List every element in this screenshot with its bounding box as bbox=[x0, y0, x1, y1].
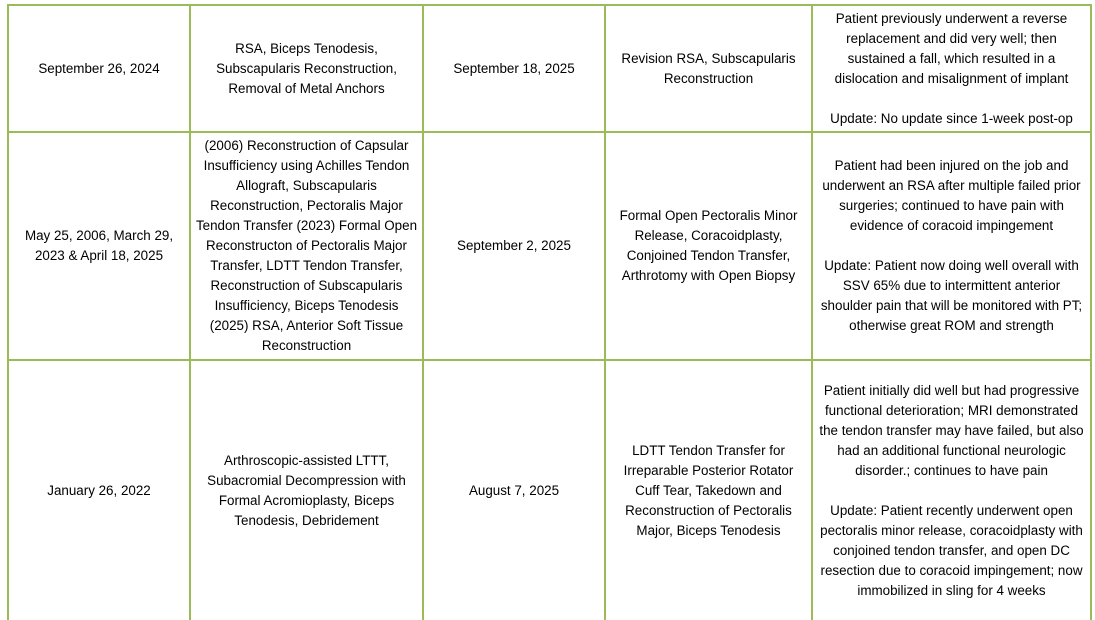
notes-cell bbox=[812, 360, 1091, 620]
prior-surgery-date-cell: September 26, 2024 bbox=[8, 5, 190, 132]
history-text: Patient initially did well but had progressive functional deterioration; MRI demonstrated the tendon transfer may have failed, but also had an additional functional neurologic disorder.; continues to have pain bbox=[819, 382, 1084, 478]
prior-procedures-cell: RSA, Biceps Tenodesis, Subscapularis Reconstruction, Removal of Metal Anchors bbox=[190, 5, 423, 132]
update-text: Update: Patient recently underwent open pectoralis minor release, coracoidplasty with conjoined tendon transfer, and open DC resection due to coracoid impingement; now immobilized in sling for 4 weeks bbox=[820, 502, 1083, 598]
surgery-revision-table bbox=[7, 4, 1092, 620]
revision-date-cell: September 2, 2025 bbox=[423, 132, 605, 360]
prior-procedures-cell: (2006) Reconstruction of Capsular Insufficiency using Achilles Tendon Allograft, Subscapularis Reconstruction, Pectoralis Major Tendon Transfer (2023) Formal Open Reconstructon of Pectoralis Major Transfer, LDTT Tendon Transfer, Reconstruction of Subscapularis Insufficiency, Biceps Tenodesis (2025) RSA, Anterior Soft Tissue Reconstruction bbox=[190, 132, 423, 360]
table-row bbox=[8, 132, 1091, 360]
notes-cell bbox=[812, 132, 1091, 360]
update-text: Update: Patient now doing well overall with SSV 65% due to intermittent anterior shoulder pain that will be monitored with PT; otherwise great ROM and strength bbox=[820, 258, 1083, 333]
update-text: Update: No update since 1-week post-op bbox=[830, 110, 1073, 126]
notes-cell bbox=[812, 5, 1091, 132]
prior-surgery-date-cell: May 25, 2006, March 29, 2023 & April 18, 2025 bbox=[8, 132, 190, 360]
revision-date-cell: August 7, 2025 bbox=[423, 360, 605, 620]
revision-procedure-cell: Revision RSA, Subscapularis Reconstruction bbox=[605, 5, 812, 132]
prior-procedures-cell: Arthroscopic-assisted LTTT, Subacromial Decompression with Formal Acromioplasty, Biceps Tenodesis, Debridement bbox=[190, 360, 423, 620]
table-row bbox=[8, 360, 1091, 620]
revision-procedure-cell: Formal Open Pectoralis Minor Release, Coracoidplasty, Conjoined Tendon Transfer, Arthrotomy with Open Biopsy bbox=[605, 132, 812, 360]
revision-procedure-cell: LDTT Tendon Transfer for Irreparable Posterior Rotator Cuff Tear, Takedown and Reconstruction of Pectoralis Major, Biceps Tenodesis bbox=[605, 360, 812, 620]
history-text: Patient had been injured on the job and underwent an RSA after multiple failed prior surgeries; continued to have pain with evidence of coracoid impingement bbox=[822, 158, 1081, 233]
prior-surgery-date-cell: January 26, 2022 bbox=[8, 360, 190, 620]
revision-date-cell: September 18, 2025 bbox=[423, 5, 605, 132]
table-row bbox=[8, 5, 1091, 132]
history-text: Patient previously underwent a reverse replacement and did very well; then sustained a fall, which resulted in a dislocation and misalignment of implant bbox=[834, 10, 1069, 86]
